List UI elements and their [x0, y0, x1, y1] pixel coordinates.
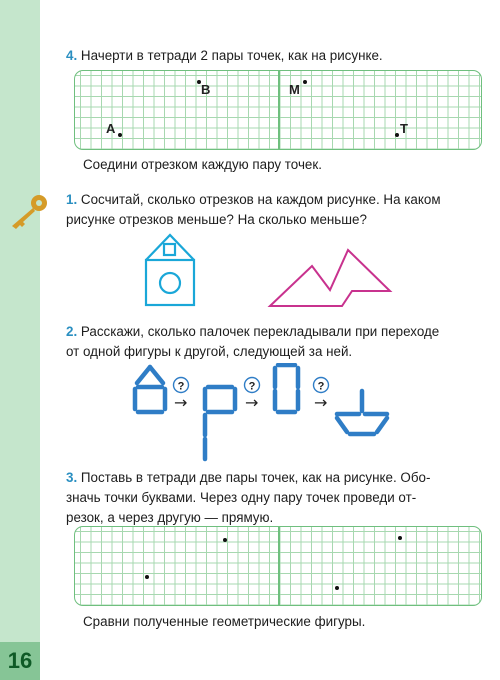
task-text-line: от одной фигуры к другой, следующей за ней.	[66, 344, 353, 359]
transition-1	[174, 378, 189, 413]
task-number: 2.	[66, 324, 78, 339]
question-mark: ?	[177, 380, 185, 393]
arrow-icon: →	[174, 393, 188, 412]
page-number: 16	[0, 642, 40, 680]
house-figure	[140, 232, 200, 308]
question-mark: ?	[248, 380, 256, 393]
grid-divider	[278, 527, 280, 605]
task-number: 1.	[66, 192, 78, 207]
roof-figure	[266, 246, 394, 312]
point-t	[395, 133, 399, 137]
transition-2	[245, 378, 260, 413]
transition-3	[314, 378, 329, 413]
task-text-line: значь точки буквами. Через одну пару точек проведи от-	[66, 490, 417, 505]
task-text-line: Расскажи, сколько палочек перекладывали при переходе	[80, 324, 440, 339]
task-number: 3.	[66, 470, 78, 485]
task-text-line: рисунке отрезков меньше? На сколько меньше?	[66, 212, 367, 227]
point-t-label: T	[400, 121, 408, 136]
stick-figure-2	[205, 387, 235, 459]
stick-figure-4	[337, 391, 387, 434]
arrow-icon: →	[314, 393, 328, 412]
graph-paper-2	[74, 526, 482, 606]
task-text-line: резок, а через другую — прямую.	[66, 510, 274, 525]
graph-paper-1	[74, 70, 482, 150]
sticks-sequence	[125, 363, 425, 463]
question-mark: ?	[317, 380, 325, 393]
task-2	[66, 322, 476, 362]
task-4-note: Соедини отрезком каждую пару точек.	[83, 157, 322, 172]
point	[398, 536, 402, 540]
point-m-label: M	[289, 82, 300, 97]
point	[223, 538, 227, 542]
point	[145, 575, 149, 579]
task-text-line: Сосчитай, сколько отрезков на каждом рисунке. На каком	[80, 192, 441, 207]
stick-figure-3	[275, 365, 298, 412]
point-a	[118, 133, 122, 137]
grid-divider	[278, 71, 280, 149]
task-3-note: Сравни полученные геометрические фигуры.	[83, 614, 366, 629]
arrow-icon: →	[245, 393, 259, 412]
key-icon	[6, 190, 52, 230]
point-a-label: A	[106, 121, 116, 136]
task-text: Начерти в тетради 2 пары точек, как на рисунке.	[80, 48, 383, 63]
task-3	[66, 468, 476, 528]
stick-figure-1	[135, 367, 165, 412]
task-text-line: Поставь в тетради две пары точек, как на рисунке. Обо-	[80, 470, 431, 485]
point	[335, 586, 339, 590]
point-b-label: B	[201, 82, 211, 97]
task-1	[66, 190, 476, 230]
point-m	[303, 80, 307, 84]
task-number: 4.	[66, 48, 78, 63]
task-4	[66, 46, 476, 66]
